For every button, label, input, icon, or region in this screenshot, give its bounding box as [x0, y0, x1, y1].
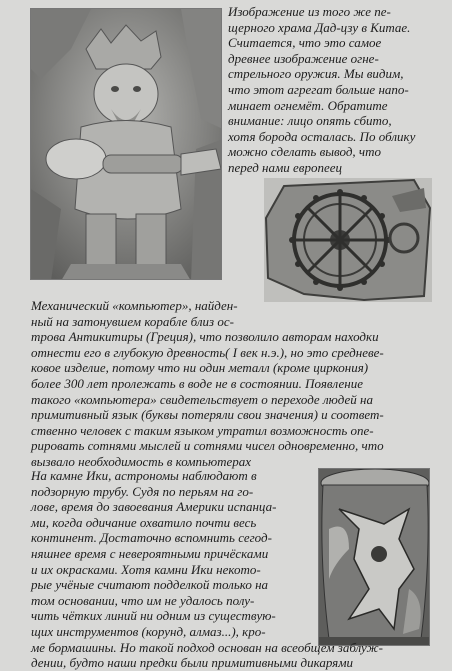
caption-line: ственно человек с таким языком утратил возможность опе- [31, 422, 374, 438]
caption-line: такого «компьютера» свидетельствует о переходе людей на [31, 391, 373, 407]
caption-line: ловe, время до завоевания Америки испанца- [31, 499, 277, 515]
caption-line: подзорную трубу. Судя по перьям на го- [31, 483, 254, 499]
caption-line: рировать сотнями мыслей и сотнями чисел одновременно, что [31, 438, 384, 454]
caption-line: континент. Достаточно вспомнить сегод- [31, 530, 272, 546]
caption-line: рые учёные считают подделкой только на [31, 577, 269, 593]
caption-line: ми, когда одичание охватило почти весь [31, 514, 257, 530]
temple-relief-photo [30, 8, 222, 280]
temple-relief-caption [228, 4, 448, 176]
caption-line: древнее изображение огне- [228, 50, 379, 66]
caption-line: примитивный язык (буквы потеряли свои значения) и соответ- [31, 407, 384, 423]
caption-line: отнести его в глубокую древность( I век н.э.), но это средневе- [31, 344, 384, 360]
caption-line: можно сделать вывод, что [228, 144, 382, 160]
caption-line: минает огнемёт. Обратите [228, 97, 388, 113]
caption-line: вызвало необходимость в компьютерах [31, 453, 252, 469]
caption-line: щих инструментов (корунд, алмаз...), кро- [31, 623, 266, 639]
caption-line: няшнее время с невероятными причёсками [31, 545, 269, 561]
caption-line: и их окрасками. Хотя камни Ики некото- [31, 561, 261, 577]
caption-line: том основании, что им не удалось полу- [31, 592, 255, 608]
caption-line: хотя борода осталась. По облику [228, 128, 416, 144]
caption-line: На камне Ики, астрономы наблюдают в [31, 468, 257, 483]
caption-line: стрельного оружия. Мы видим, [228, 66, 404, 82]
caption-line: щерного храма Дад-цзу в Китае. [228, 19, 411, 35]
caption-line: что этот агрегат больше напо- [228, 81, 409, 97]
ica-stone-caption [31, 468, 446, 671]
antikythera-mechanism-photo [264, 178, 432, 302]
caption-line: перед нами европеец [228, 159, 342, 175]
caption-line: Считается, что это самое [228, 35, 382, 51]
mechanism-caption [31, 298, 446, 470]
caption-line: более 300 лет пролежать в воде не в состоянии. Появление [31, 375, 364, 391]
caption-line: Изображение из того же пе- [228, 4, 391, 19]
caption-line: чить чётких линий ни одним из существую- [31, 608, 276, 624]
caption-line: трова Антикитиры (Греция), что позволило авторам находки [31, 329, 379, 345]
caption-line: внимание: лицо опять сбито, [228, 113, 392, 129]
caption-line: ме бормашины. Но такой подход основан на всеобщем заблуж- [31, 639, 383, 655]
caption-line: Механический «компьютер», найден- [31, 298, 238, 313]
caption-line: дении, будто наши предки были примитивными дикарями [31, 655, 354, 671]
caption-line: ковое изделие, потому что ни один металл (кроме циркония) [31, 360, 369, 376]
caption-line: ный на затонувшем корабле близ ос- [31, 313, 234, 329]
